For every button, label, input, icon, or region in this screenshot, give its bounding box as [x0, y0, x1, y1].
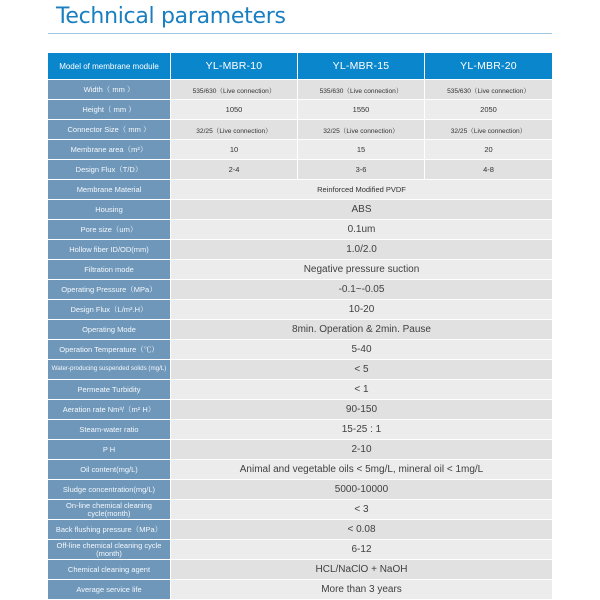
cell-value: 32/25（Live connection）	[298, 120, 425, 139]
row-label: Back flushing pressure（MPa）	[48, 520, 171, 539]
table-row-aeration-rate	[48, 400, 552, 419]
row-label: Filtration mode	[48, 260, 171, 279]
row-label: Width（ mm ）	[48, 80, 171, 99]
table-row-pore-size	[48, 220, 552, 239]
header-model-3: YL-MBR-20	[425, 53, 552, 79]
cell-value: 8min. Operation & 2min. Pause	[171, 320, 552, 339]
row-label: Sludge concentration(mg/L)	[48, 480, 171, 499]
header-label-cell: Model of membrane module	[48, 53, 171, 79]
cell-value: Animal and vegetable oils < 5mg/L, mineral oil < 1mg/L	[171, 460, 552, 479]
row-label: Operating Mode	[48, 320, 171, 339]
table-row-service-life	[48, 580, 552, 599]
table-row-ph	[48, 440, 552, 459]
row-label: Permeate Turbidity	[48, 380, 171, 399]
cell-value: 5-40	[171, 340, 552, 359]
row-label: Aeration rate Nm³/（m² H）	[48, 400, 171, 419]
row-label: Oil content(mg/L)	[48, 460, 171, 479]
row-label: P H	[48, 440, 171, 459]
table-row-membrane-material	[48, 180, 552, 199]
cell-value: 1.0/2.0	[171, 240, 552, 259]
cell-value: 1050	[171, 100, 298, 119]
row-label: Design Flux（T/D）	[48, 160, 171, 179]
table-row-height	[48, 100, 552, 119]
cell-value: 535/630（Live connection）	[425, 80, 552, 99]
table-row-operating-mode	[48, 320, 552, 339]
header-model-2: YL-MBR-15	[298, 53, 425, 79]
table-row-filtration-mode	[48, 260, 552, 279]
table-row-offline-cleaning-cycle	[48, 540, 552, 559]
table-row-design-flux-td	[48, 160, 552, 179]
row-label: Off-line chemical cleaning cycle (month)	[48, 540, 171, 559]
table-row-sludge-concentration	[48, 480, 552, 499]
table-header-row	[48, 53, 552, 79]
title-divider	[48, 33, 552, 34]
table-row-width	[48, 80, 552, 99]
cell-value: 15-25 : 1	[171, 420, 552, 439]
cell-value: 0.1um	[171, 220, 552, 239]
row-label: Steam-water ratio	[48, 420, 171, 439]
cell-value: 4-8	[425, 160, 552, 179]
cell-value: 3-6	[298, 160, 425, 179]
table-row-online-cleaning-cycle	[48, 500, 552, 519]
cell-value: < 5	[171, 360, 552, 379]
header-model-1: YL-MBR-10	[171, 53, 298, 79]
row-label: Membrane area（m²）	[48, 140, 171, 159]
row-label: Hollow fiber ID/OD(mm)	[48, 240, 171, 259]
row-label: Pore size（um）	[48, 220, 171, 239]
table-row-permeate-turbidity	[48, 380, 552, 399]
cell-value: HCL/NaClO + NaOH	[171, 560, 552, 579]
cell-value: 10-20	[171, 300, 552, 319]
cell-value: 5000-10000	[171, 480, 552, 499]
table-row-back-flushing-pressure	[48, 520, 552, 539]
row-label: Housing	[48, 200, 171, 219]
cell-value: 1550	[298, 100, 425, 119]
cell-value: 32/25（Live connection）	[425, 120, 552, 139]
page-title: Technical parameters	[56, 4, 286, 29]
table-row-housing	[48, 200, 552, 219]
row-label: Design Flux（L/m².H）	[48, 300, 171, 319]
cell-value: Reinforced Modified PVDF	[171, 180, 552, 199]
table-row-design-flux-lmh	[48, 300, 552, 319]
cell-value: < 3	[171, 500, 552, 519]
row-label: Connector Size（ mm ）	[48, 120, 171, 139]
table-row-connector-size	[48, 120, 552, 139]
row-label: Operation Temperature（℃）	[48, 340, 171, 359]
row-label: Average service life	[48, 580, 171, 599]
table-row-oil-content	[48, 460, 552, 479]
cell-value: 15	[298, 140, 425, 159]
row-label: Water-producing suspended solids (mg/L)	[48, 360, 171, 379]
row-label: Operating Pressure（MPa）	[48, 280, 171, 299]
cell-value: ABS	[171, 200, 552, 219]
cell-value: Negative pressure suction	[171, 260, 552, 279]
row-label: On-line chemical cleaning cycle(month)	[48, 500, 171, 519]
cell-value: 32/25（Live connection）	[171, 120, 298, 139]
cell-value: 2-4	[171, 160, 298, 179]
cell-value: 2-10	[171, 440, 552, 459]
technical-parameters-table	[48, 52, 552, 600]
row-label: Membrane Material	[48, 180, 171, 199]
row-label: Chemical cleaning agent	[48, 560, 171, 579]
table-row-suspended-solids	[48, 360, 552, 379]
table-row-hollow-fiber	[48, 240, 552, 259]
table-row-membrane-area	[48, 140, 552, 159]
cell-value: < 0.08	[171, 520, 552, 539]
cell-value: More than 3 years	[171, 580, 552, 599]
table-row-operation-temperature	[48, 340, 552, 359]
table-row-operating-pressure	[48, 280, 552, 299]
table-row-steam-water-ratio	[48, 420, 552, 439]
cell-value: 6-12	[171, 540, 552, 559]
cell-value: 10	[171, 140, 298, 159]
cell-value: < 1	[171, 380, 552, 399]
cell-value: 535/630（Live connection）	[171, 80, 298, 99]
table-row-cleaning-agent	[48, 560, 552, 579]
cell-value: 90-150	[171, 400, 552, 419]
cell-value: 2050	[425, 100, 552, 119]
row-label: Height（ mm ）	[48, 100, 171, 119]
cell-value: 20	[425, 140, 552, 159]
cell-value: -0.1~-0.05	[171, 280, 552, 299]
cell-value: 535/630（Live connection）	[298, 80, 425, 99]
